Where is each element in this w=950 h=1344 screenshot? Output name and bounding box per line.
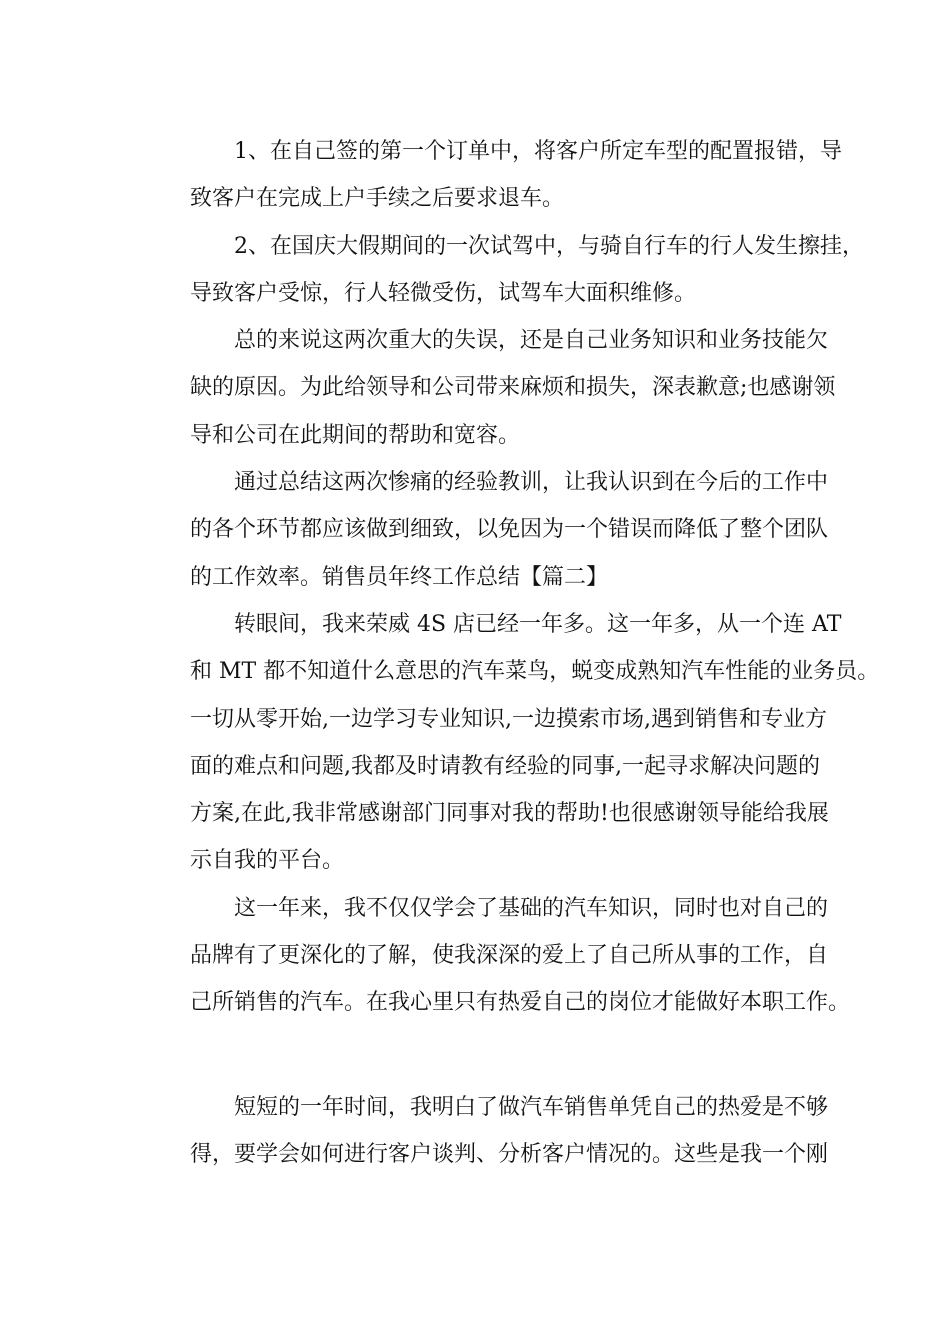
text-line: 2、在国庆大假期间的一次试驾中，与骑自行车的行人发生擦挂， <box>234 233 864 259</box>
paragraph-summary <box>146 317 836 459</box>
text-line: 致客户在完成上户手续之后要求退车。 <box>190 186 565 212</box>
paragraph-year-review <box>146 601 880 885</box>
text-line: 缺的原因。为此给领导和公司带来麻烦和损失，深表歉意;也感谢领 <box>190 375 836 401</box>
paragraph-lessons <box>146 459 829 601</box>
text-line: 的各个环节都应该做到细致，以免因为一个错误而降低了整个团队 <box>190 517 829 543</box>
paragraph-one-year <box>146 1084 829 1179</box>
text-line: 方案,在此,我非常感谢部门同事对我的帮助!也很感谢领导能给我展 <box>190 801 829 827</box>
text-line: 和 MT 都不知道什么意思的汽车菜鸟，蜕变成熟知汽车性能的业务员。 <box>190 659 880 685</box>
text-line: 1、在自己签的第一个订单中，将客户所定车型的配置报错，导 <box>234 139 842 164</box>
text-line: 品牌有了更深化的了解，使我深深的爱上了自己所从事的工作，自 <box>190 943 829 969</box>
text-line: 导和公司在此期间的帮助和宽容。 <box>190 422 521 448</box>
document-body <box>146 128 880 1178</box>
text-line: 的工作效率。销售员年终工作总结【篇二】 <box>190 564 609 590</box>
text-line: 短短的一年时间，我明白了做汽车销售单凭自己的热爱是不够 <box>234 1094 829 1120</box>
paragraph-learning <box>146 885 851 1027</box>
text-line: 示自我的平台。 <box>190 848 345 874</box>
paragraph-mistake-2 <box>146 223 864 318</box>
text-line: 导致客户受惊，行人轻微受伤，试驾车大面积维修。 <box>190 280 697 306</box>
text-line: 通过总结这两次惨痛的经验教训，让我认识到在今后的工作中 <box>234 470 829 496</box>
paragraph-spacer <box>146 1027 810 1084</box>
text-line: 面的难点和问题,我都及时请教有经验的同事,一起寻求解决问题的 <box>190 753 820 779</box>
text-line: 得，要学会如何进行客户谈判、分析客户情况的。这些是我一个刚 <box>190 1141 829 1167</box>
text-line: 转眼间，我来荣威 4S 店已经一年多。这一年多，从一个连 AT <box>234 611 842 637</box>
text-line: 总的来说这两次重大的失误，还是自己业务知识和业务技能欠 <box>234 328 829 354</box>
text-line: 这一年来，我不仅仅学会了基础的汽车知识，同时也对自己的 <box>234 895 829 921</box>
text-line: 己所销售的汽车。在我心里只有热爱自己的岗位才能做好本职工作。 <box>190 990 851 1016</box>
paragraph-mistake-1 <box>146 128 842 223</box>
text-line: 一切从零开始,一边学习专业知识,一边摸索市场,遇到销售和专业方 <box>190 706 827 732</box>
